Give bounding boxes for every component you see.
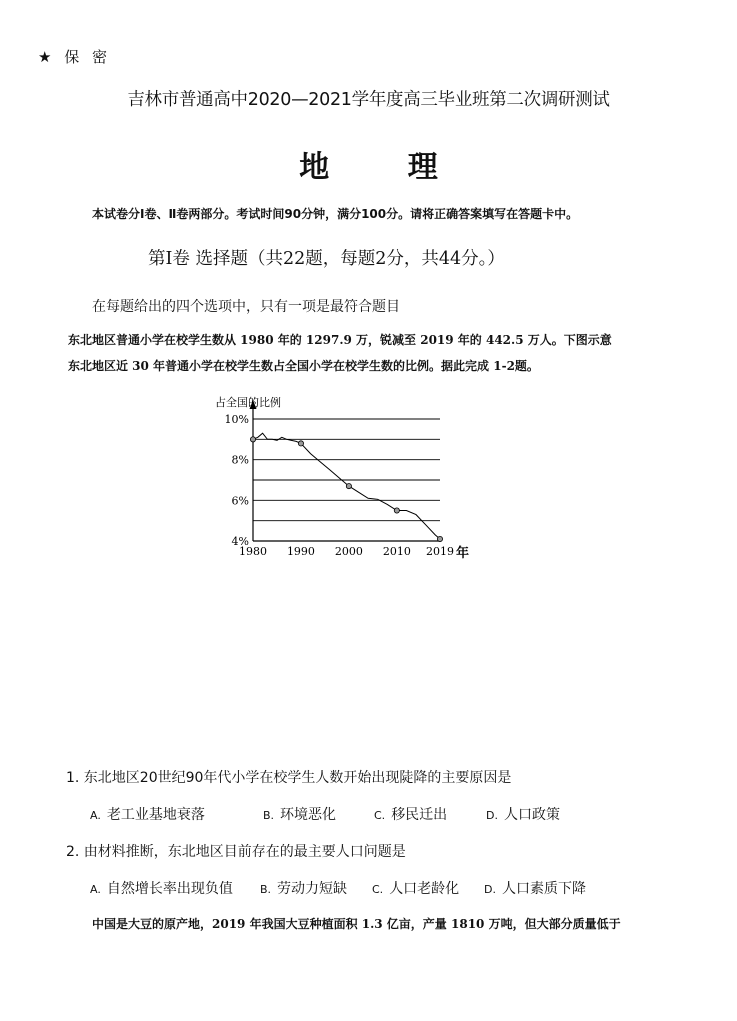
section-directive: 在每题给出的四个选项中，只有一项是最符合题目 <box>92 299 400 315</box>
question-1-option-c[interactable]: C. 移民迁出 <box>374 807 448 823</box>
question-1-option-d[interactable]: D. 人口政策 <box>486 807 560 823</box>
y-tick-label: 8% <box>231 453 249 467</box>
data-point-marker <box>346 484 351 489</box>
section-title: 第Ⅰ卷 选择题（共22题，每题2分，共44分。） <box>148 249 505 269</box>
y-tick-label: 6% <box>231 494 249 508</box>
question-2-option-d[interactable]: D. 人口素质下降 <box>484 881 586 897</box>
exam-title: 吉林市普通高中2020—2021学年度高三毕业班第二次调研测试 <box>127 90 610 110</box>
question-2-option-c[interactable]: C. 人口老龄化 <box>372 881 460 897</box>
y-tick-label: 10% <box>224 413 249 426</box>
question-2-option-a[interactable]: A. 自然增长率出现负值 <box>90 881 233 897</box>
question-2-stem: 2. 由材料推断，东北地区目前存在的最主要人口问题是 <box>66 844 406 860</box>
x-tick-labels <box>239 545 454 558</box>
x-tick-label: 2019 <box>426 545 454 558</box>
student-ratio-line-chart <box>205 390 495 570</box>
y-tick-label: 4% <box>231 535 249 548</box>
x-tick-label: 1980 <box>239 545 267 558</box>
data-point-marker <box>394 508 399 513</box>
question-2-option-b[interactable]: B. 劳动力短缺 <box>260 881 348 897</box>
material-1-line-1: 东北地区普通小学在校学生数从 1980 年的 1297.9 万，锐减至 2019 年的 442.5 万人。下图示意 <box>68 333 612 347</box>
data-point-marker <box>250 437 255 442</box>
exam-instructions: 本试卷分Ⅰ卷、Ⅱ卷两部分。考试时间90分钟，满分100分。请将正确答案填写在答题卡中。 <box>92 207 579 221</box>
x-axis-label: 年 <box>456 546 470 561</box>
y-axis-label: 占全国的比例 <box>215 396 281 409</box>
data-point-marker <box>298 441 303 446</box>
question-1-option-a[interactable]: A. 老工业基地衰落 <box>90 807 205 823</box>
question-2-options <box>90 878 586 898</box>
x-tick-label: 2010 <box>382 545 411 558</box>
question-1-stem: 1. 东北地区20世纪90年代小学在校学生人数开始出现陡降的主要原因是 <box>66 770 512 786</box>
subject-title: 地 理 <box>299 150 472 185</box>
question-1-options <box>90 804 560 824</box>
confidential-mark: ★ 保 密 <box>38 48 111 66</box>
series-markers <box>250 437 442 542</box>
data-point-marker <box>437 536 442 541</box>
x-tick-label: 1990 <box>286 545 315 558</box>
chart-grid <box>253 419 440 521</box>
question-1-option-b[interactable]: B. 环境恶化 <box>263 807 337 823</box>
material-2-line-1: 中国是大豆的原产地，2019 年我国大豆种植面积 1.3 亿亩，产量 1810 万吨，但大部分质量低于 <box>92 917 621 931</box>
y-tick-labels <box>225 413 249 548</box>
material-1-line-2: 东北地区近 30 年普通小学在校学生数占全国小学在校学生数的比例。据此完成 1-2题。 <box>68 359 539 373</box>
x-tick-label: 2000 <box>334 545 363 558</box>
